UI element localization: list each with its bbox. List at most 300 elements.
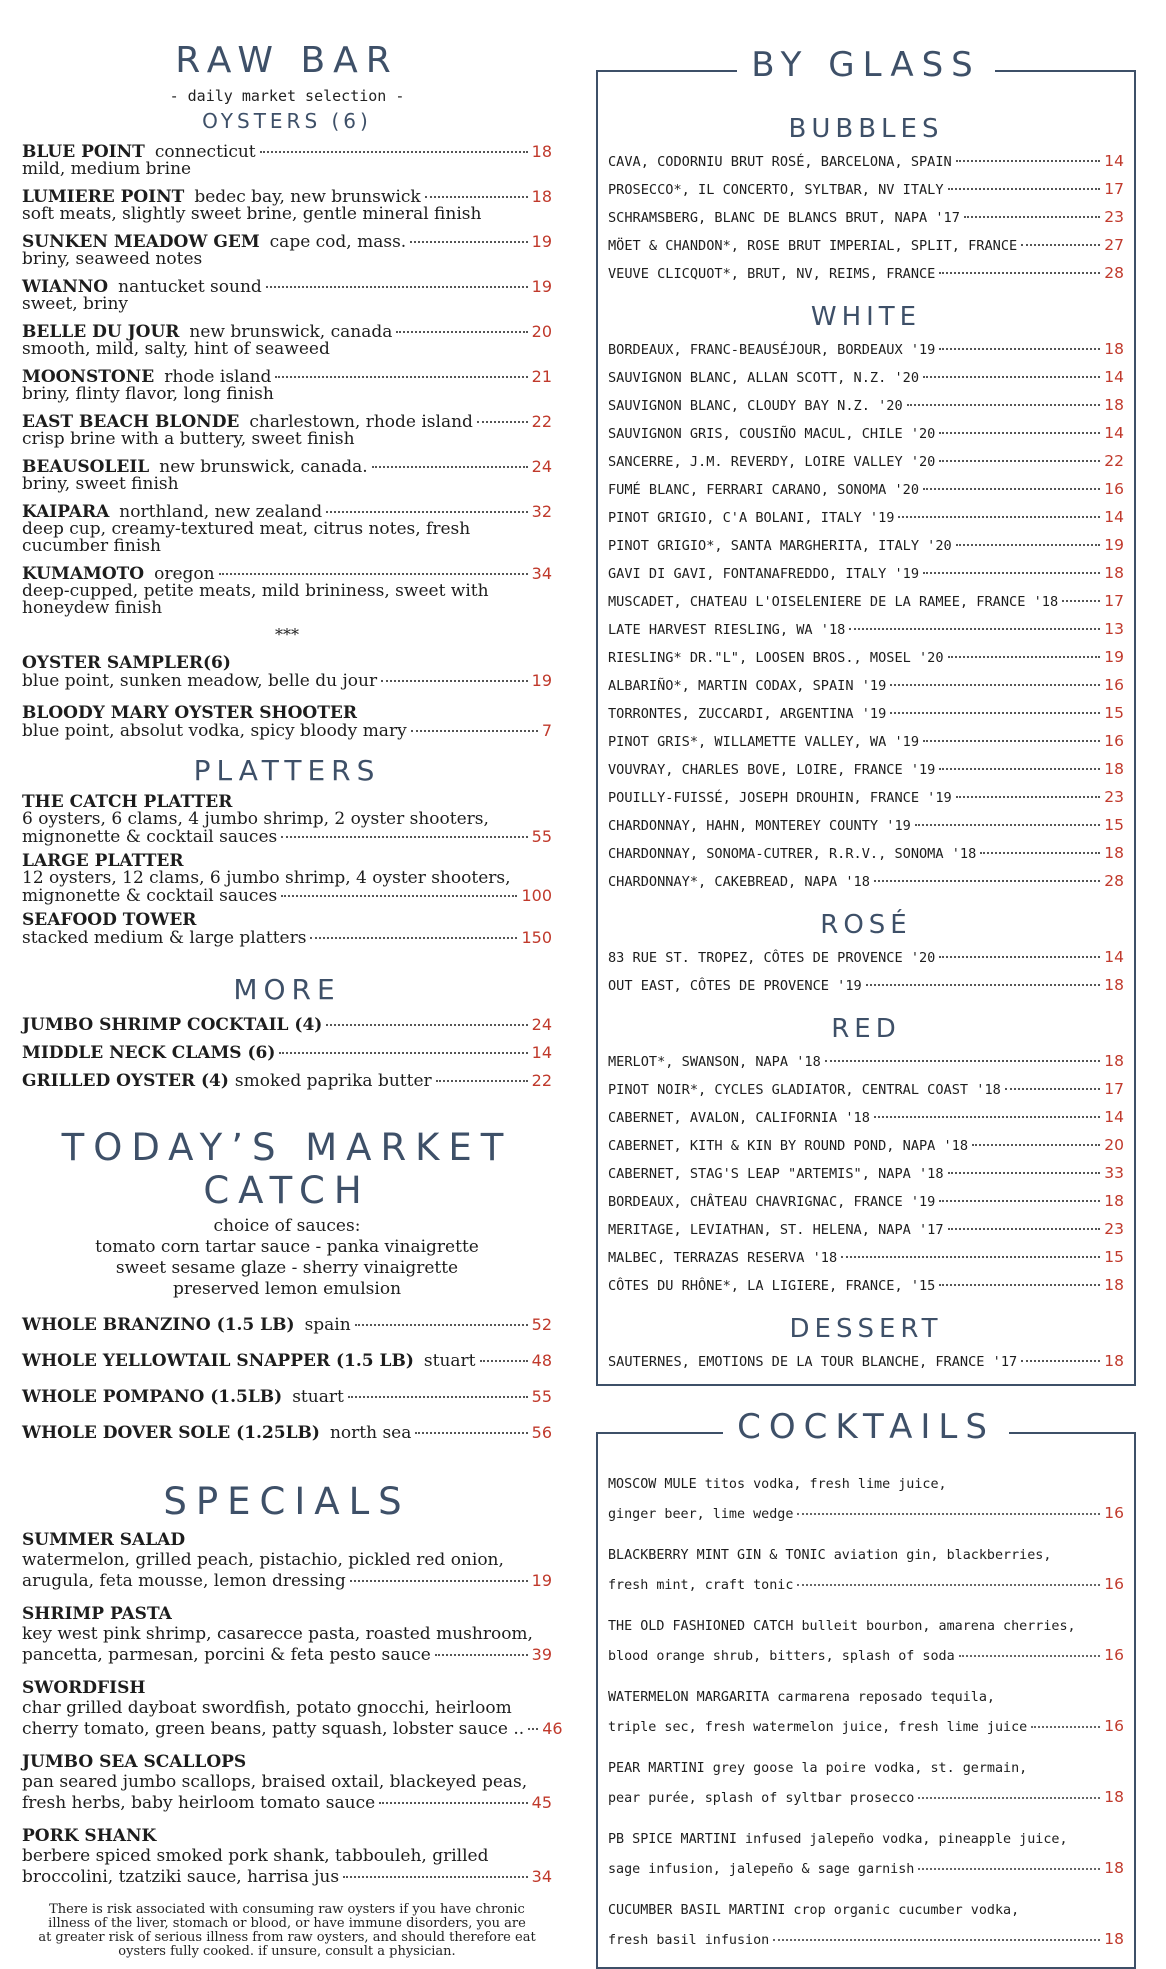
special-name: JUMBO SEA SCALLOPS <box>22 1752 247 1772</box>
cocktail-item <box>608 1896 1124 1955</box>
cocktail-item <box>608 1541 1124 1600</box>
cocktail-price: 16 <box>1104 1575 1124 1593</box>
special-item <box>22 1827 552 1887</box>
leader-dots <box>326 511 528 513</box>
leader-dots <box>266 286 528 288</box>
cocktail-desc: fresh basil infusion <box>608 1933 770 1948</box>
market-origin: north sea <box>329 1423 412 1443</box>
specials-list <box>22 1530 563 1887</box>
wine-name: SAUVIGNON GRIS, COUSIÑO MACUL, CHILE '20 <box>608 426 936 442</box>
wine-price: 13 <box>1104 620 1124 638</box>
market-intro-line: choice of sauces: <box>213 1216 361 1236</box>
wine-name: CHARDONNAY, HAHN, MONTEREY COUNTY '19 <box>608 818 911 834</box>
disclaimer-line: There is risk associated with consuming raw oysters if you have chronic <box>49 1902 525 1917</box>
wine-name: 83 RUE ST. TROPEZ, CÔTES DE PROVENCE '20 <box>608 950 936 966</box>
market-origin: stuart <box>292 1387 344 1407</box>
leader-dots <box>959 1655 1101 1657</box>
leader-dots <box>396 331 527 333</box>
leader-dots <box>348 1396 528 1398</box>
oyster-price: 18 <box>531 142 552 161</box>
wine-item <box>608 756 1124 784</box>
leader-dots <box>841 1256 1100 1258</box>
raw-bar-title: RAW BAR <box>175 40 399 81</box>
wine-price: 28 <box>1104 872 1124 890</box>
leader-dots <box>480 1360 528 1362</box>
wine-price: 19 <box>1104 648 1124 666</box>
cocktail-item <box>608 1825 1124 1884</box>
platter-name: SEAFOOD TOWER <box>22 910 197 930</box>
leader-dots <box>956 160 1101 162</box>
special-name: PORK SHANK <box>22 1826 157 1846</box>
wine-name: RIESLING* DR."L", LOOSEN BROS., MOSEL '20 <box>608 650 944 666</box>
leader-dots <box>939 768 1100 770</box>
special-price: 34 <box>531 1867 552 1886</box>
cocktail-price: 16 <box>1104 1717 1124 1735</box>
platter-list <box>22 793 552 947</box>
leader-dots <box>948 188 1101 190</box>
wine-item <box>608 336 1124 364</box>
oyster-item <box>22 278 552 313</box>
oyster-price: 20 <box>531 322 552 341</box>
leader-dots <box>219 573 528 575</box>
leader-dots <box>279 1052 527 1054</box>
cocktail-desc: blood orange shrub, bitters, splash of soda <box>608 1649 955 1664</box>
leader-dots <box>923 740 1100 742</box>
wine-price: 18 <box>1104 396 1124 414</box>
wine-category-title: WHITE <box>810 302 922 332</box>
leader-dots <box>890 712 1100 714</box>
special-desc: watermelon, grilled peach, pistachio, pickled red onion, <box>22 1550 504 1570</box>
leader-dots <box>275 376 527 378</box>
wine-name: PINOT GRIS*, WILLAMETTE VALLEY, WA '19 <box>608 734 919 750</box>
more-price: 14 <box>531 1043 552 1062</box>
wine-name: SAUVIGNON BLANC, ALLAN SCOTT, N.Z. '20 <box>608 370 919 386</box>
platter-desc: 6 oysters, 6 clams, 4 jumbo shrimp, 2 oyster shooters, <box>22 809 489 829</box>
cocktail-item <box>608 1683 1124 1742</box>
special-desc: arugula, feta mousse, lemon dressing <box>22 1571 346 1591</box>
wine-price: 18 <box>1104 976 1124 994</box>
wine-name: PINOT GRIGIO*, SANTA MARGHERITA, ITALY '20 <box>608 538 952 554</box>
wine-price: 18 <box>1104 1276 1124 1294</box>
leader-dots <box>874 1116 1100 1118</box>
wine-item <box>608 1244 1124 1272</box>
wine-name: PINOT NOIR*, CYCLES GLADIATOR, CENTRAL COAST '18 <box>608 1082 1001 1098</box>
wine-name: SAUTERNES, EMOTIONS DE LA TOUR BLANCHE, FRANCE '17 <box>608 1354 1018 1370</box>
more-item <box>22 1044 552 1062</box>
wine-price: 14 <box>1104 424 1124 442</box>
wine-item <box>608 728 1124 756</box>
oyster-origin: new brunswick, canada <box>189 322 393 342</box>
wine-name: CABERNET, KITH & KIN BY ROUND POND, NAPA '18 <box>608 1138 969 1154</box>
special-desc: fresh herbs, baby heirloom tomato sauce <box>22 1793 376 1813</box>
oyster-origin: charlestown, rhode island <box>249 412 473 432</box>
cocktail-desc: PB SPICE MARTINI infused jalepeño vodka, pineapple juice, <box>608 1832 1068 1847</box>
wine-name: MALBEC, TERRAZAS RESERVA '18 <box>608 1250 838 1266</box>
more-list <box>22 1016 552 1090</box>
wine-price: 19 <box>1104 536 1124 554</box>
leader-dots <box>343 1876 528 1878</box>
wine-name: CABERNET, STAG'S LEAP "ARTEMIS", NAPA '18 <box>608 1166 944 1182</box>
special-desc: berbere spiced smoked pork shank, tabbouleh, grilled <box>22 1846 489 1866</box>
wine-item <box>608 1160 1124 1188</box>
wine-category-title: DESSERT <box>789 1314 943 1344</box>
wine-item <box>608 476 1124 504</box>
oyster-item <box>22 368 552 403</box>
leader-dots <box>1021 1360 1100 1362</box>
wine-item <box>608 972 1124 1000</box>
wine-name: MERITAGE, LEVIATHAN, ST. HELENA, NAPA '17 <box>608 1222 944 1238</box>
oyster-name: EAST BEACH BLONDE <box>22 412 240 432</box>
leader-dots <box>797 1513 1100 1515</box>
leader-dots <box>350 1580 528 1582</box>
item-name: OYSTER SAMPLER(6) <box>22 653 231 673</box>
wine-item <box>608 1132 1124 1160</box>
special-item <box>22 1753 552 1813</box>
wine-item <box>608 504 1124 532</box>
platter-price: 100 <box>521 886 552 905</box>
platter-item <box>22 852 552 905</box>
cocktail-desc: THE OLD FASHIONED CATCH bulleit bourbon, amarena cherries, <box>608 1619 1076 1634</box>
oyster-notes: smooth, mild, salty, hint of seaweed <box>22 339 330 359</box>
oyster-price: 19 <box>531 232 552 251</box>
by-glass-title: BY GLASS <box>737 45 995 85</box>
wine-item <box>608 672 1124 700</box>
wine-price: 14 <box>1104 1108 1124 1126</box>
leader-dots <box>410 241 527 243</box>
oyster-name: MOONSTONE <box>22 367 155 387</box>
leader-dots <box>435 1654 528 1656</box>
oyster-origin: connecticut <box>154 142 256 162</box>
oyster-item <box>22 458 552 493</box>
wine-price: 15 <box>1104 1248 1124 1266</box>
oyster-notes: crisp brine with a buttery, sweet finish <box>22 429 355 449</box>
oyster-item <box>22 323 552 358</box>
oyster-price: 18 <box>531 187 552 206</box>
oyster-name: KUMAMOTO <box>22 564 145 584</box>
leader-dots <box>1005 1088 1100 1090</box>
market-name: WHOLE YELLOWTAIL SNAPPER (1.5 LB) <box>22 1351 414 1371</box>
special-desc: key west pink shrimp, casarecce pasta, roasted mushroom, <box>22 1624 533 1644</box>
market-intro-line: tomato corn tartar sauce - panka vinaigrette <box>95 1237 479 1257</box>
leader-dots <box>939 1200 1100 1202</box>
wine-item <box>608 588 1124 616</box>
oyster-name: LUMIERE POINT <box>22 187 185 207</box>
leader-dots <box>939 272 1100 274</box>
leader-dots <box>355 1324 528 1326</box>
wine-item <box>608 232 1124 260</box>
wine-name: MUSCADET, CHATEAU L'OISELENIERE DE LA RAMEE, FRANCE '18 <box>608 594 1059 610</box>
oyster-name: BELLE DU JOUR <box>22 322 180 342</box>
oyster-item <box>22 413 552 448</box>
leader-dots <box>874 880 1100 882</box>
oyster-notes: briny, sweet finish <box>22 474 179 494</box>
leader-dots <box>923 376 1100 378</box>
oyster-origin: new brunswick, canada. <box>159 457 368 477</box>
cocktail-desc: ginger beer, lime wedge <box>608 1507 794 1522</box>
leader-dots <box>918 1797 1100 1799</box>
wine-item <box>608 644 1124 672</box>
oyster-notes: soft meats, slightly sweet brine, gentle mineral finish <box>22 204 482 224</box>
wine-item <box>608 944 1124 972</box>
raw-oyster-disclaimer <box>22 1903 552 1959</box>
special-item <box>22 1678 563 1739</box>
wine-price: 16 <box>1104 732 1124 750</box>
wine-name: MERLOT*, SWANSON, NAPA '18 <box>608 1054 821 1070</box>
oyster-item <box>22 503 552 555</box>
market-intro-line: sweet sesame glaze - sherry vinaigrette <box>115 1258 459 1278</box>
item-notes: blue point, absolut vodka, spicy bloody mary <box>22 721 407 741</box>
wine-category-title: ROSÉ <box>820 910 912 940</box>
oyster-notes: deep cup, creamy-textured meat, citrus notes, fresh cucumber finish <box>22 519 471 556</box>
left-column <box>22 40 563 1959</box>
cocktail-price: 16 <box>1104 1646 1124 1664</box>
wine-price: 22 <box>1104 452 1124 470</box>
wine-price: 33 <box>1104 1164 1124 1182</box>
wine-item <box>608 448 1124 476</box>
oyster-item <box>22 143 552 178</box>
cocktail-desc: MOSCOW MULE titos vodka, fresh lime juice, <box>608 1477 947 1492</box>
leader-dots <box>939 956 1100 958</box>
leader-dots <box>939 460 1100 462</box>
market-name: WHOLE DOVER SOLE (1.25LB) <box>22 1423 320 1443</box>
oyster-name: BEAUSOLEIL <box>22 457 150 477</box>
item-name: BLOODY MARY OYSTER SHOOTER <box>22 703 357 723</box>
leader-dots <box>956 796 1101 798</box>
leader-dots <box>866 984 1101 986</box>
wine-name: LATE HARVEST RIESLING, WA '18 <box>608 622 846 638</box>
special-price: 46 <box>542 1719 563 1738</box>
platter-name: THE CATCH PLATTER <box>22 792 233 812</box>
oyster-name: SUNKEN MEADOW GEM <box>22 232 260 252</box>
oyster-origin: cape cod, mass. <box>269 232 407 252</box>
leader-dots <box>939 1284 1100 1286</box>
wine-price: 17 <box>1104 180 1124 198</box>
leader-dots <box>972 1144 1100 1146</box>
oyster-notes: briny, seaweed notes <box>22 249 203 269</box>
wine-item <box>608 1272 1124 1300</box>
cocktail-desc: sage infusion, jalepeño & sage garnish <box>608 1862 915 1877</box>
oyster-price: 24 <box>531 457 552 476</box>
wine-item <box>608 392 1124 420</box>
leader-dots <box>281 895 517 897</box>
wine-item <box>608 812 1124 840</box>
leader-dots <box>918 1868 1100 1870</box>
more-name: MIDDLE NECK CLAMS (6) <box>22 1043 276 1063</box>
market-name: WHOLE BRANZINO (1.5 LB) <box>22 1315 295 1335</box>
specials-title: SPECIALS <box>163 1480 411 1523</box>
wine-name: PROSECCO*, IL CONCERTO, SYLTBAR, NV ITALY <box>608 182 944 198</box>
special-name: SUMMER SALAD <box>22 1530 186 1550</box>
leader-dots <box>915 824 1100 826</box>
wine-name: CABERNET, AVALON, CALIFORNIA '18 <box>608 1110 870 1126</box>
wine-item <box>608 204 1124 232</box>
wine-name: PINOT GRIGIO, C'A BOLANI, ITALY '19 <box>608 510 895 526</box>
leader-dots <box>326 1024 527 1026</box>
leader-dots <box>923 488 1100 490</box>
wine-price: 28 <box>1104 264 1124 282</box>
separator-stars: *** <box>275 625 299 644</box>
wine-name: SAUVIGNON BLANC, CLOUDY BAY N.Z. '20 <box>608 398 903 414</box>
cocktails-title: COCKTAILS <box>723 1407 1009 1447</box>
leader-dots <box>907 404 1101 406</box>
oyster-item <box>22 188 552 223</box>
cocktail-price: 18 <box>1104 1930 1124 1948</box>
wine-price: 14 <box>1104 368 1124 386</box>
leader-dots <box>948 1228 1101 1230</box>
more-title: MORE <box>233 973 341 1006</box>
cocktail-list <box>608 1470 1124 1955</box>
oyster-name: KAIPARA <box>22 502 110 522</box>
platter-desc: stacked medium & large platters <box>22 928 307 948</box>
leader-dots <box>415 1432 527 1434</box>
leader-dots <box>939 432 1100 434</box>
oyster-name: BLUE POINT <box>22 142 145 162</box>
platter-item <box>22 793 552 846</box>
leader-dots <box>948 656 1101 658</box>
wine-name: CHARDONNAY, SONOMA-CUTRER, R.R.V., SONOMA '18 <box>608 846 977 862</box>
wine-name: MÖET & CHANDON*, ROSE BRUT IMPERIAL, SPLIT, FRANCE <box>608 238 1018 254</box>
wine-name: SCHRAMSBERG, BLANC DE BLANCS BRUT, NAPA '17 <box>608 210 960 226</box>
wine-item <box>608 364 1124 392</box>
oyster-origin: bedec bay, new brunswick <box>194 187 421 207</box>
wine-name: POUILLY-FUISSÉ, JOSEPH DROUHIN, FRANCE '19 <box>608 790 952 806</box>
wine-category-title: RED <box>831 1014 901 1044</box>
more-price: 22 <box>531 1071 552 1090</box>
market-price: 48 <box>531 1351 552 1370</box>
leader-dots <box>980 852 1100 854</box>
more-name: JUMBO SHRIMP COCKTAIL (4) <box>22 1015 323 1035</box>
leader-dots <box>310 937 517 939</box>
leader-dots <box>797 1584 1100 1586</box>
disclaimer-line: at greater risk of serious illness from raw oysters, and should therefore eat <box>38 1930 536 1945</box>
leader-dots <box>890 684 1100 686</box>
market-price: 52 <box>531 1315 552 1334</box>
wine-price: 14 <box>1104 152 1124 170</box>
leader-dots <box>898 516 1100 518</box>
wine-price: 14 <box>1104 508 1124 526</box>
wine-name: SANCERRE, J.M. REVERDY, LOIRE VALLEY '20 <box>608 454 936 470</box>
platter-desc: mignonette & cocktail sauces <box>22 886 278 906</box>
wine-price: 18 <box>1104 564 1124 582</box>
wine-item <box>608 840 1124 868</box>
oyster-item <box>22 565 552 617</box>
item-price: 19 <box>531 671 552 690</box>
cocktail-item <box>608 1612 1124 1671</box>
disclaimer-line: illness of the liver, stomach or blood, or have immune disorders, you are <box>48 1916 526 1931</box>
leader-dots <box>528 1728 538 1730</box>
wine-item <box>608 148 1124 176</box>
wine-name: CAVA, CODORNIU BRUT ROSÉ, BARCELONA, SPAIN <box>608 154 952 170</box>
wine-price: 18 <box>1104 1192 1124 1210</box>
cocktail-desc: triple sec, fresh watermelon juice, fresh lime juice <box>608 1720 1028 1735</box>
leader-dots <box>281 836 527 838</box>
platter-price: 150 <box>521 928 552 947</box>
wine-item <box>608 700 1124 728</box>
leader-dots <box>260 151 528 153</box>
oyster-name: WIANNO <box>22 277 109 297</box>
more-desc: smoked paprika butter <box>234 1071 432 1091</box>
oyster-notes: mild, medium brine <box>22 159 192 179</box>
cocktail-desc: PEAR MARTINI grey goose la poire vodka, st. germain, <box>608 1761 1028 1776</box>
special-desc: pancetta, parmesan, porcini & feta pesto sauce <box>22 1645 431 1665</box>
wine-name: CÔTES DU RHÔNE*, LA LIGIERE, FRANCE, '15 <box>608 1278 936 1294</box>
oyster-price: 19 <box>531 277 552 296</box>
wine-name: BORDEAUX, FRANC-BEAUSÉJOUR, BORDEAUX '19 <box>608 342 936 358</box>
wine-item <box>608 1348 1124 1376</box>
special-desc: cherry tomato, green beans, patty squash, lobster sauce .. <box>22 1719 525 1739</box>
wine-price: 16 <box>1104 480 1124 498</box>
raw-bar-tagline: - daily market selection - <box>169 87 405 105</box>
wine-price: 14 <box>1104 948 1124 966</box>
wine-price: 18 <box>1104 1052 1124 1070</box>
market-intro-line: preserved lemon emulsion <box>172 1279 402 1299</box>
leader-dots <box>1021 244 1100 246</box>
leader-dots <box>477 421 528 423</box>
more-item <box>22 1016 552 1034</box>
wine-name: ALBARIÑO*, MARTIN CODAX, SPAIN '19 <box>608 678 887 694</box>
wine-price: 18 <box>1104 1352 1124 1370</box>
wine-item <box>608 1076 1124 1104</box>
oyster-shooter <box>22 704 552 740</box>
wine-price: 15 <box>1104 704 1124 722</box>
special-item <box>22 1531 552 1591</box>
wine-name: BORDEAUX, CHÂTEAU CHAVRIGNAC, FRANCE '19 <box>608 1194 936 1210</box>
wine-item <box>608 532 1124 560</box>
special-desc: pan seared jumbo scallops, braised oxtail, blackeyed peas, <box>22 1772 528 1792</box>
special-name: SHRIMP PASTA <box>22 1604 172 1624</box>
by-glass-box <box>596 45 1136 1386</box>
cocktail-item <box>608 1754 1124 1813</box>
special-price: 45 <box>531 1793 552 1812</box>
wine-price: 17 <box>1104 1080 1124 1098</box>
cocktail-price: 16 <box>1104 1504 1124 1522</box>
wine-price: 27 <box>1104 236 1124 254</box>
platters-title: PLATTERS <box>193 754 381 787</box>
wine-item <box>608 1048 1124 1076</box>
wine-price: 23 <box>1104 208 1124 226</box>
wine-item <box>608 1104 1124 1132</box>
wine-category-title: BUBBLES <box>788 114 944 144</box>
wine-price: 18 <box>1104 340 1124 358</box>
market-name: WHOLE POMPANO (1.5LB) <box>22 1387 283 1407</box>
cocktails-box <box>596 1407 1136 1969</box>
oyster-origin: oregon <box>154 564 215 584</box>
wine-price: 18 <box>1104 844 1124 862</box>
market-item <box>22 1316 552 1334</box>
cocktail-item <box>608 1470 1124 1529</box>
platter-desc: mignonette & cocktail sauces <box>22 827 278 847</box>
cocktail-desc: WATERMELON MARGARITA carmarena reposado tequila, <box>608 1690 995 1705</box>
wine-item <box>608 420 1124 448</box>
cocktail-desc: pear purée, splash of syltbar prosecco <box>608 1791 915 1806</box>
leader-dots <box>939 348 1100 350</box>
market-origin: spain <box>304 1315 351 1335</box>
wine-item <box>608 784 1124 812</box>
oyster-item <box>22 233 552 268</box>
cocktail-desc: fresh mint, craft tonic <box>608 1578 794 1593</box>
oyster-price: 21 <box>531 367 552 386</box>
oyster-sampler <box>22 654 552 690</box>
market-list <box>22 1316 552 1442</box>
wine-item <box>608 868 1124 896</box>
market-item <box>22 1388 552 1406</box>
market-title: TODAY’S MARKET CATCH <box>61 1126 513 1212</box>
platter-price: 55 <box>531 827 552 846</box>
wine-price: 16 <box>1104 676 1124 694</box>
oysters-title: OYSTERS (6) <box>202 109 372 133</box>
wine-price: 17 <box>1104 592 1124 610</box>
special-price: 19 <box>531 1571 552 1590</box>
